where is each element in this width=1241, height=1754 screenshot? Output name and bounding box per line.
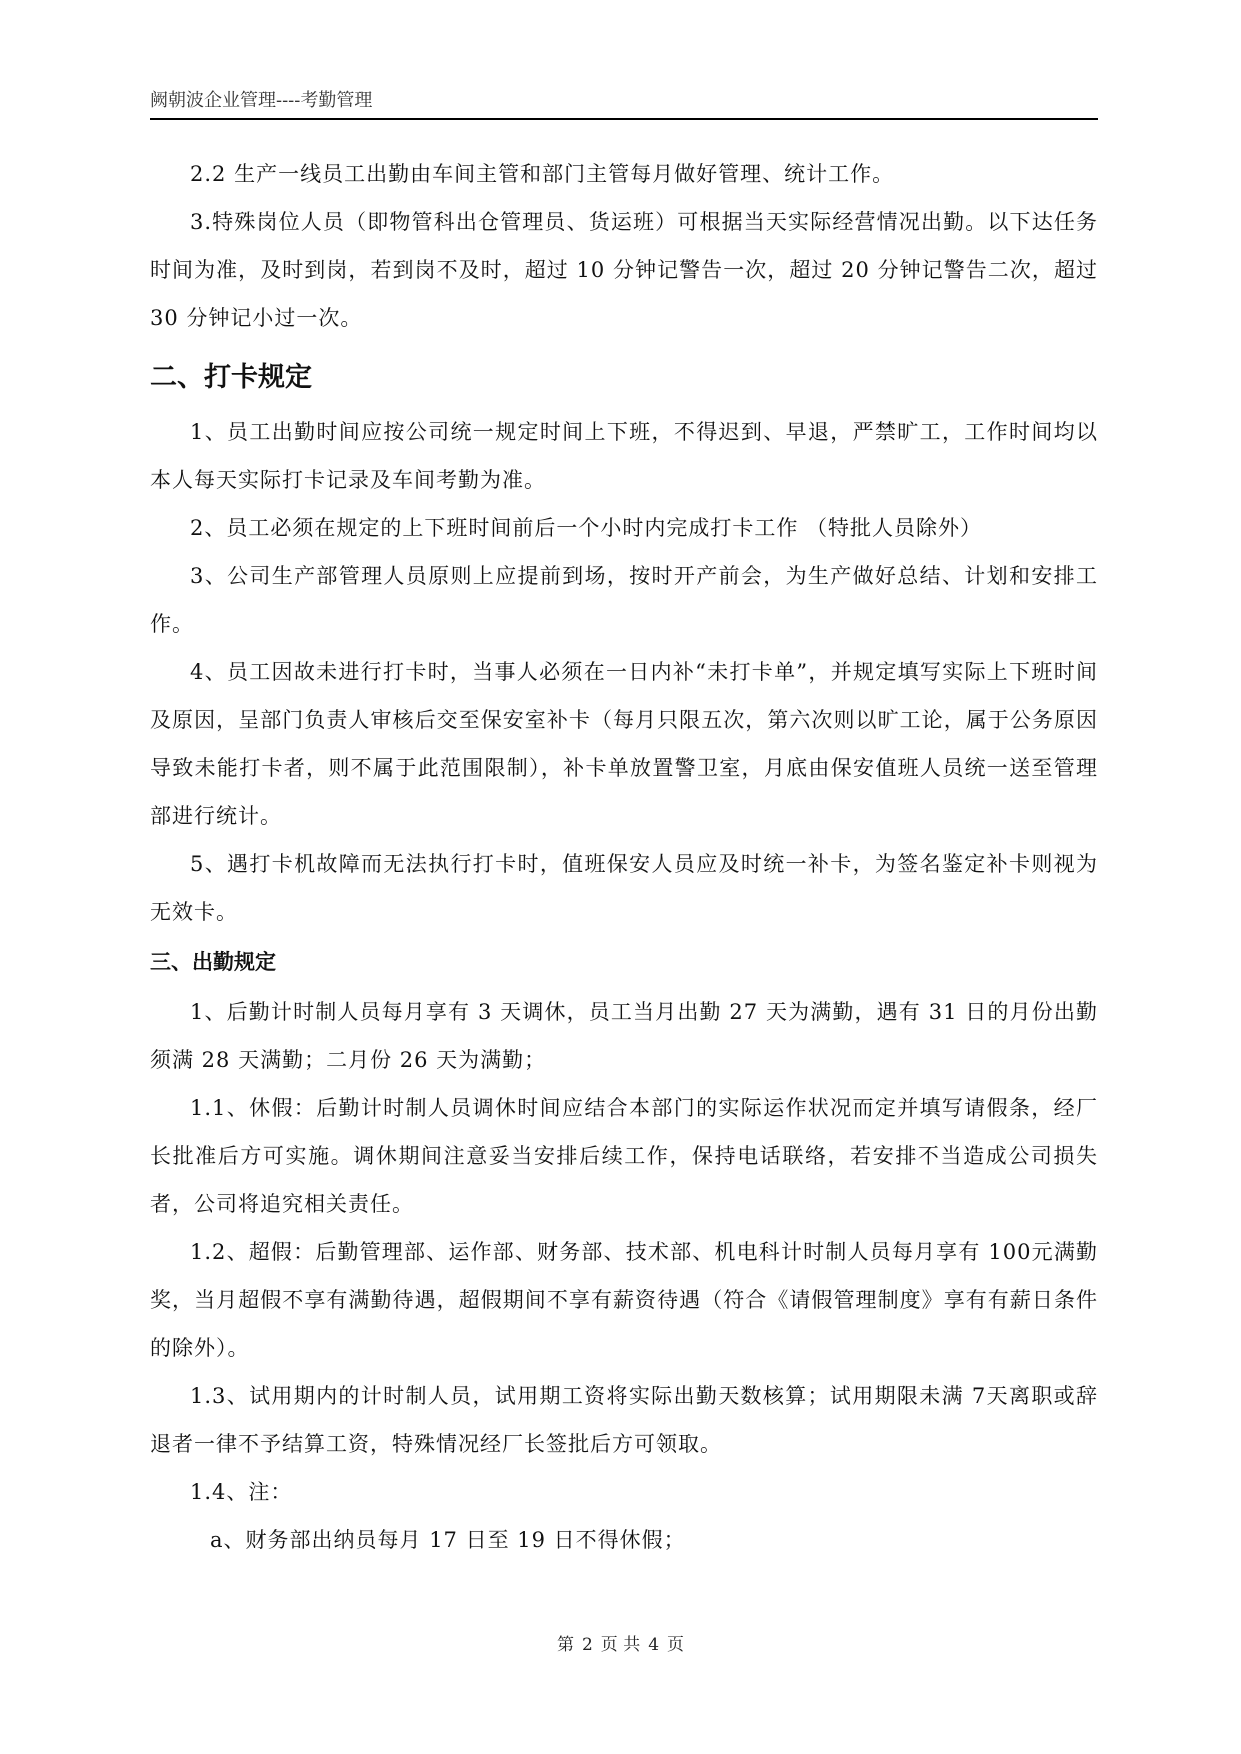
attendance-rule-1-1: 1.1、休假：后勤计时制人员调休时间应结合本部门的实际运作状况而定并填写请假条，经厂长批准后方可实施。调休期间注意妥当安排后续工作，保持电话联络，若安排不当造成公司损失者，公司将追究相关责任。 (150, 1096, 1098, 1216)
footer-prefix: 第 (556, 1635, 574, 1655)
attendance-note-a: a、财务部出纳员每月 17 日至 19 日不得休假； (210, 1528, 686, 1552)
document-body (150, 150, 1098, 1564)
clock-rule-2: 2、员工必须在规定的上下班时间前后一个小时内完成打卡工作 （特批人员除外） (190, 516, 983, 540)
clock-rule-4: 4、员工因故未进行打卡时，当事人必须在一日内补“未打卡单”，并规定填写实际上下班时间及原因，呈部门负责人审核后交至保安室补卡（每月只限五次，第六次则以旷工论，属于公务原因导致未能打卡者，则不属于此范围限制），补卡单放置警卫室，月底由保安值班人员统一送至管理部进行统计。 (150, 660, 1098, 828)
clock-rule-1: 1、员工出勤时间应按公司统一规定时间上下班，不得迟到、早退，严禁旷工，工作时间均以本人每天实际打卡记录及车间考勤为准。 (150, 420, 1098, 492)
page-footer (0, 1630, 1241, 1655)
section-heading-attendance: 三、出勤规定 (150, 950, 276, 974)
footer-total-pages: 4 (648, 1635, 660, 1655)
clock-rule-3: 3、公司生产部管理人员原则上应提前到场，按时开产前会，为生产做好总结、计划和安排工作。 (150, 564, 1098, 636)
page-header (150, 86, 1098, 120)
footer-current-page: 2 (581, 1635, 593, 1655)
header-title: 阙朝波企业管理----考勤管理 (150, 90, 373, 111)
footer-mid: 页 共 (600, 1635, 641, 1655)
attendance-rule-1-3: 1.3、试用期内的计时制人员，试用期工资将实际出勤天数核算；试用期限未满 7天离职或辞退者一律不予结算工资，特殊情况经厂长签批后方可领取。 (150, 1384, 1098, 1456)
footer-suffix: 页 (667, 1635, 685, 1655)
attendance-rule-1-4: 1.4、注： (190, 1480, 293, 1504)
attendance-rule-1-2: 1.2、超假：后勤管理部、运作部、财务部、技术部、机电科计时制人员每月享有 100元满勤奖，当月超假不享有满勤待遇，超假期间不享有薪资待遇（符合《请假管理制度》享有有薪日条件的除外）。 (150, 1240, 1098, 1360)
paragraph-3: 3.特殊岗位人员（即物管科出仓管理员、货运班）可根据当天实际经营情况出勤。以下达任务时间为准，及时到岗，若到岗不及时，超过 10 分钟记警告一次，超过 20 分钟记警告二次，超过 30 分钟记小过一次。 (150, 210, 1098, 330)
paragraph-2-2: 2.2 生产一线员工出勤由车间主管和部门主管每月做好管理、统计工作。 (190, 162, 895, 186)
section-heading-clock-in: 二、打卡规定 (150, 362, 312, 393)
clock-rule-5: 5、遇打卡机故障而无法执行打卡时，值班保安人员应及时统一补卡，为签名鉴定补卡则视为无效卡。 (150, 852, 1098, 924)
attendance-rule-1: 1、后勤计时制人员每月享有 3 天调休，员工当月出勤 27 天为满勤，遇有 31 日的月份出勤须满 28 天满勤；二月份 26 天为满勤； (150, 1000, 1098, 1072)
